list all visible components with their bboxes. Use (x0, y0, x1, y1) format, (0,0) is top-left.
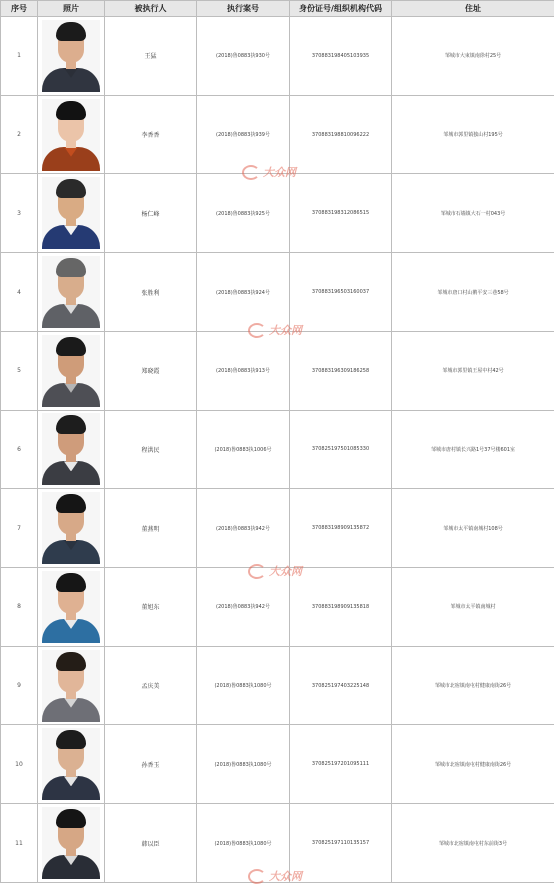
person-name-cell: 李香香 (105, 95, 197, 174)
person-name-cell: 张胜利 (105, 253, 197, 332)
address-cell: 邹城市大束镇南徐村25号 (392, 17, 554, 96)
photo-cell (38, 331, 105, 410)
address-cell: 邹城市郭里镇王屋中村42号 (392, 331, 554, 410)
portrait-hair (56, 573, 86, 592)
portrait-photo (42, 99, 100, 171)
table-row (1, 489, 554, 568)
person-name-cell: 孟庆美 (105, 646, 197, 725)
person-name-cell: 董旭东 (105, 568, 197, 647)
address-cell: 邹城市太平镇南城村 (392, 568, 554, 647)
portrait-hair (56, 337, 86, 356)
header-serial-number: 序号 (1, 1, 38, 17)
person-name-cell: 杨仁峰 (105, 174, 197, 253)
photo-cell (38, 410, 105, 489)
serial-number-cell: 7 (1, 489, 38, 568)
serial-number-cell: 10 (1, 725, 38, 804)
id-number-cell: 370883196309186258 (290, 331, 392, 410)
portrait-hair (56, 652, 86, 671)
table-header-row (1, 1, 554, 17)
photo-cell (38, 253, 105, 332)
portrait-hair (56, 730, 86, 749)
serial-number-cell: 8 (1, 568, 38, 647)
portrait-photo (42, 20, 100, 92)
table-row (1, 174, 554, 253)
watermark-logo: 大众网 (248, 868, 302, 884)
case-number-cell: (2018)鲁0883执1006号 (197, 410, 290, 489)
address-cell: 邹城市唐村镇长兴路1号37号楼601室 (392, 410, 554, 489)
address-cell: 邹城市唐口村山鹅平安三巷58号 (392, 253, 554, 332)
case-number-cell: (2018)鲁0883执942号 (197, 568, 290, 647)
table-row (1, 17, 554, 96)
case-number-cell: (2018)鲁0883执939号 (197, 95, 290, 174)
portrait-hair (56, 101, 86, 120)
id-number-cell: 370883196503160037 (290, 253, 392, 332)
table-row (1, 646, 554, 725)
photo-cell (38, 804, 105, 883)
serial-number-cell: 9 (1, 646, 38, 725)
table-row (1, 95, 554, 174)
portrait-photo (42, 335, 100, 407)
address-cell: 邹城市石墙镇大石一村043号 (392, 174, 554, 253)
id-number-cell: 370883198810096222 (290, 95, 392, 174)
id-number-cell: 370825197403225148 (290, 646, 392, 725)
portrait-hair (56, 494, 86, 513)
serial-number-cell: 11 (1, 804, 38, 883)
portrait-photo (42, 177, 100, 249)
address-cell: 邹城市北宿镇南屯村健康南街26号 (392, 725, 554, 804)
serial-number-cell: 1 (1, 17, 38, 96)
table-row (1, 725, 554, 804)
portrait-photo (42, 571, 100, 643)
table-body (1, 17, 554, 883)
address-cell: 邹城市郭里镇独山村195号 (392, 95, 554, 174)
portrait-hair (56, 179, 86, 198)
watermark-logo: 大众网 (248, 563, 302, 579)
portrait-hair (56, 415, 86, 434)
case-number-cell: (2018)鲁0883执1080号 (197, 804, 290, 883)
case-number-cell: (2018)鲁0883执942号 (197, 489, 290, 568)
id-number-cell: 370883198909135872 (290, 489, 392, 568)
person-name-cell: 程洪民 (105, 410, 197, 489)
watermark-logo: 大众网 (248, 322, 302, 338)
photo-cell (38, 489, 105, 568)
photo-cell (38, 646, 105, 725)
header-id-number: 身份证号/组织机构代码 (290, 1, 392, 17)
id-number-cell: 370883198312086515 (290, 174, 392, 253)
case-number-cell: (2018)鲁0883执1080号 (197, 646, 290, 725)
case-number-cell: (2018)鲁0883执913号 (197, 331, 290, 410)
table-row (1, 568, 554, 647)
id-number-cell: 370825197201095111 (290, 725, 392, 804)
portrait-photo (42, 807, 100, 879)
photo-cell (38, 568, 105, 647)
id-number-cell: 370825197110135157 (290, 804, 392, 883)
serial-number-cell: 2 (1, 95, 38, 174)
person-name-cell: 孙香玉 (105, 725, 197, 804)
serial-number-cell: 3 (1, 174, 38, 253)
header-person-name: 被执行人 (105, 1, 197, 17)
portrait-hair (56, 258, 86, 277)
serial-number-cell: 5 (1, 331, 38, 410)
header-case-number: 执行案号 (197, 1, 290, 17)
photo-cell (38, 17, 105, 96)
serial-number-cell: 6 (1, 410, 38, 489)
person-name-cell: 王猛 (105, 17, 197, 96)
header-address: 住址 (392, 1, 554, 17)
header-photo: 照片 (38, 1, 105, 17)
photo-cell (38, 174, 105, 253)
address-cell: 邹城市北宿镇南屯村健康南街26号 (392, 646, 554, 725)
portrait-hair (56, 809, 86, 828)
table-row (1, 253, 554, 332)
portrait-hair (56, 22, 86, 41)
portrait-photo (42, 650, 100, 722)
table-row (1, 331, 554, 410)
watermark-logo: 大众网 (242, 164, 296, 180)
photo-cell (38, 725, 105, 804)
table-row (1, 410, 554, 489)
photo-cell (38, 95, 105, 174)
person-name-cell: 郑晓霞 (105, 331, 197, 410)
person-name-cell: 董燕明 (105, 489, 197, 568)
case-number-cell: (2018)鲁0883执924号 (197, 253, 290, 332)
portrait-photo (42, 413, 100, 485)
case-number-cell: (2018)鲁0883执1080号 (197, 725, 290, 804)
table-row (1, 804, 554, 883)
serial-number-cell: 4 (1, 253, 38, 332)
id-number-cell: 370883198405103935 (290, 17, 392, 96)
address-cell: 邹城市太平镇南城村108号 (392, 489, 554, 568)
person-name-cell: 韩以臣 (105, 804, 197, 883)
portrait-photo (42, 256, 100, 328)
address-cell: 邹城市北宿镇南屯村东前街3号 (392, 804, 554, 883)
portrait-photo (42, 728, 100, 800)
portrait-photo (42, 492, 100, 564)
case-number-cell: (2018)鲁0883执930号 (197, 17, 290, 96)
id-number-cell: 370883198909135818 (290, 568, 392, 647)
case-number-cell: (2018)鲁0883执925号 (197, 174, 290, 253)
id-number-cell: 370825197501085330 (290, 410, 392, 489)
